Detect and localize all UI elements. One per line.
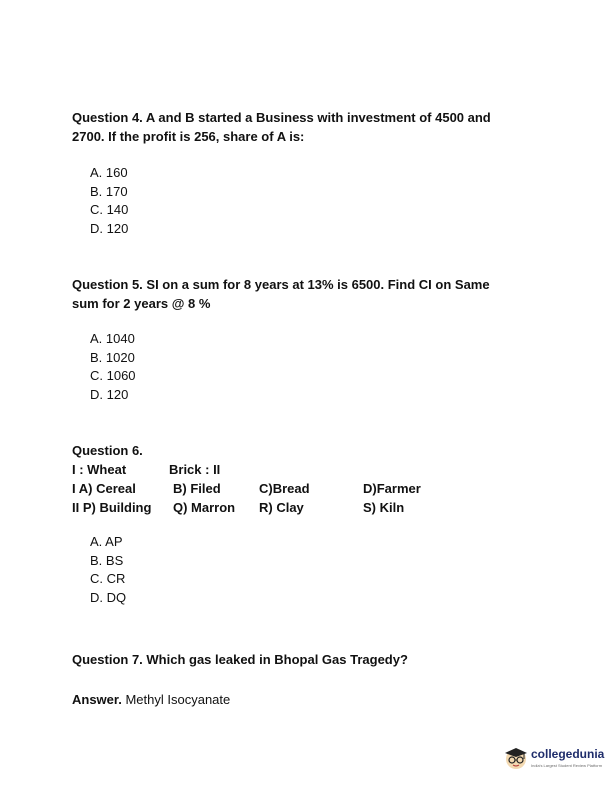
match-cell: R) Clay [259,500,304,515]
match-row-1 [72,460,542,479]
option-d: D. DQ [90,589,127,605]
question-5-text [72,275,490,313]
option-a: A. 1040 [90,331,135,346]
question-4-text [72,108,491,146]
question-5-line-2: sum for 2 years @ 8 % [72,296,211,311]
option-a: A. 160 [90,165,128,180]
match-row-3 [72,498,542,517]
option-c: C. CR [90,571,126,586]
question-5-options [90,330,136,404]
answer-text [72,690,230,709]
option-d: D. 120 [90,386,129,402]
question-6-match-table [72,460,542,517]
answer-value: Methyl Isocyanate [121,692,231,707]
option-b: B. BS [90,552,124,568]
match-cell: Q) Marron [173,500,236,515]
collegedunia-logo [503,744,603,774]
match-cell: C)Bread [259,481,310,496]
match-cell: Brick : II [169,462,221,477]
graduate-mascot-icon [503,744,529,770]
match-row-2 [72,479,542,498]
match-cell: D)Farmer [363,481,421,496]
question-5-line-1: Question 5. SI on a sum for 8 years at 13% is 6500. Find CI on Same [72,277,490,292]
logo-name: collegedunia [531,747,605,761]
option-b: B. 170 [90,183,128,199]
match-cell: II P) Building [72,500,152,515]
question-6-title: Question 6. [72,443,143,458]
option-c: C. 1060 [90,368,136,383]
question-4-line-1: Question 4. A and B started a Business with investment of 4500 and [72,110,491,125]
match-cell: S) Kiln [363,500,405,515]
option-c: C. 140 [90,202,129,217]
match-cell: I : Wheat [72,462,127,477]
option-b: B. 1020 [90,349,135,365]
option-d: D. 120 [90,220,129,236]
option-a: A. AP [90,534,123,549]
question-4-options [90,164,128,238]
question-6-options [90,533,126,607]
answer-label: Answer. [72,692,122,707]
match-cell: I A) Cereal [72,481,136,496]
match-cell: B) Filed [173,481,221,496]
logo-tagline: India's Largest Student Review Platform [531,763,603,768]
question-7-title: Question 7. Which gas leaked in Bhopal Gas Tragedy? [72,652,408,667]
question-4-line-2: 2700. If the profit is 256, share of A is: [72,129,305,144]
